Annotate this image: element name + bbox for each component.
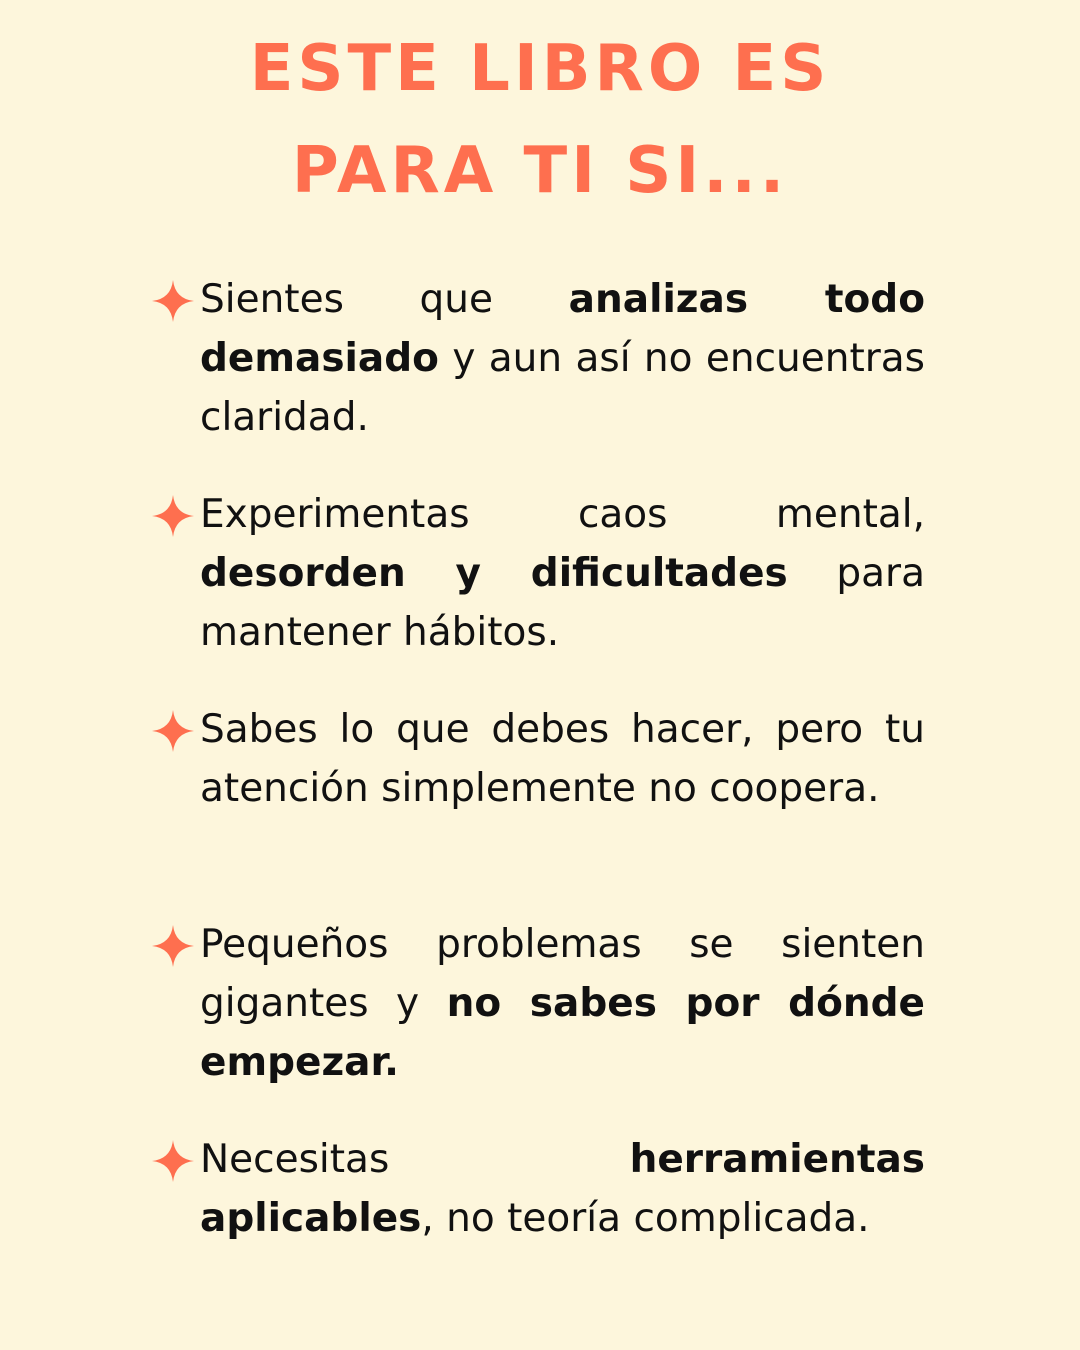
sparkle-icon	[152, 1140, 194, 1182]
sparkle-icon	[152, 710, 194, 752]
item-text: Necesitas herramientas aplicables, no teoría complicada.	[200, 1137, 925, 1241]
list-item	[200, 700, 925, 818]
list-item	[200, 1130, 925, 1248]
page-title	[0, 18, 1080, 222]
title-line-1: ESTE LIBRO ES	[249, 32, 831, 106]
sparkle-icon	[152, 280, 194, 322]
item-text: Pequeños problemas se sienten gigantes y no sabes por dónde empezar.	[200, 922, 925, 1085]
item-text: Experimentas caos mental, desorden y dificultades para mantener hábitos.	[200, 492, 925, 655]
list-item	[200, 270, 925, 447]
sparkle-icon	[152, 925, 194, 967]
list-item	[200, 915, 925, 1092]
item-text: Sabes lo que debes hacer, pero tu atención simplemente no coopera.	[200, 707, 925, 811]
sparkle-icon	[152, 495, 194, 537]
list-item	[200, 485, 925, 662]
title-line-2: PARA TI SI...	[291, 134, 789, 208]
item-text: Sientes que analizas todo demasiado y aun así no encuentras claridad.	[200, 277, 926, 440]
